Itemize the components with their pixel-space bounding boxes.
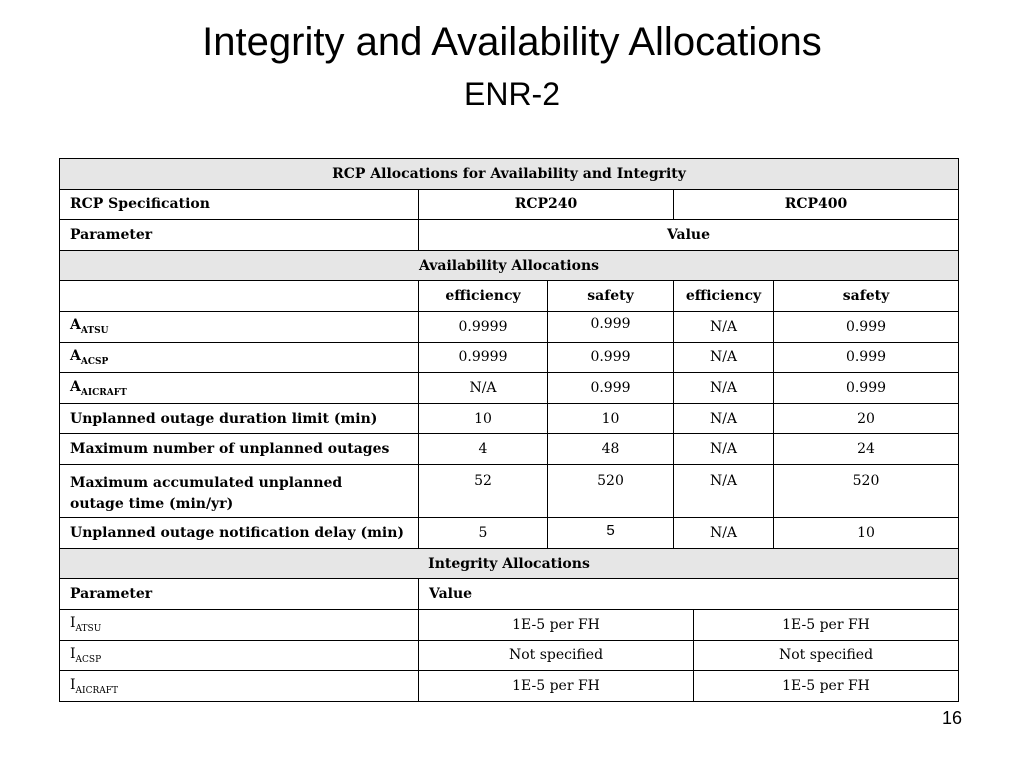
row-label-subscript: AICRAFT <box>80 387 127 398</box>
table-cell: N/A <box>674 342 774 373</box>
table-cell: 1E-5 per FH <box>694 609 959 640</box>
col-header: safety <box>548 281 674 312</box>
table-row <box>60 189 959 220</box>
table-cell: 0.999 <box>774 342 959 373</box>
availability-row-label <box>60 312 419 343</box>
table-row <box>60 579 959 610</box>
table-row <box>60 159 959 190</box>
table-cell: N/A <box>674 465 774 518</box>
table-row <box>60 403 959 434</box>
table-cell: 48 <box>548 434 674 465</box>
parameter-header: Parameter <box>60 220 419 251</box>
table-row <box>60 434 959 465</box>
rcp-allocation-table <box>59 158 959 702</box>
table-cell: 5 <box>548 518 674 549</box>
table-cell: 520 <box>548 465 674 518</box>
table-row <box>60 518 959 549</box>
table-row <box>60 609 959 640</box>
table-row <box>60 250 959 281</box>
row-label-main: A <box>70 378 81 395</box>
table-cell: 1E-5 per FH <box>419 609 694 640</box>
outage-row-label: Maximum accumulated unplanned outage time (min/yr) <box>60 465 419 518</box>
table-cell: 24 <box>774 434 959 465</box>
col-header: efficiency <box>674 281 774 312</box>
integrity-section-header: Integrity Allocations <box>60 548 959 579</box>
row-label-main: A <box>70 317 81 334</box>
table-row <box>60 671 959 702</box>
table-cell: Not specified <box>419 640 694 671</box>
row-label-main: I <box>70 676 76 693</box>
availability-section-header: Availability Allocations <box>60 250 959 281</box>
row-label-subscript: ATSU <box>80 326 109 337</box>
row-label-subscript: ATSU <box>75 624 102 635</box>
table-cell: 20 <box>774 403 959 434</box>
row-label-subscript: ACSP <box>75 654 102 665</box>
table-row <box>60 465 959 518</box>
table-cell: 1E-5 per FH <box>419 671 694 702</box>
table-cell: 4 <box>419 434 548 465</box>
page-number: 16 <box>941 708 962 728</box>
availability-row-label <box>60 373 419 404</box>
table-cell: 0.999 <box>548 373 674 404</box>
row-label-main: I <box>70 645 76 662</box>
spec-rcp400: RCP400 <box>674 189 959 220</box>
table-cell: 0.999 <box>548 342 674 373</box>
table-row <box>60 220 959 251</box>
table-cell: N/A <box>674 518 774 549</box>
table-cell: 0.9999 <box>419 342 548 373</box>
table-cell: 10 <box>419 403 548 434</box>
integrity-row-label <box>60 609 419 640</box>
outage-row-label: Unplanned outage duration limit (min) <box>60 403 419 434</box>
empty-cell <box>60 281 419 312</box>
table-cell: 1E-5 per FH <box>694 671 959 702</box>
col-header: efficiency <box>419 281 548 312</box>
table-row <box>60 373 959 404</box>
table-cell: 0.9999 <box>419 312 548 343</box>
table-cell: 10 <box>774 518 959 549</box>
slide-subtitle: ENR-2 <box>463 76 560 112</box>
integrity-row-label <box>60 671 419 702</box>
table-cell: 520 <box>774 465 959 518</box>
table-cell: 0.999 <box>774 373 959 404</box>
table-row <box>60 548 959 579</box>
integrity-row-label <box>60 640 419 671</box>
table-cell: 0.999 <box>774 312 959 343</box>
outage-row-label: Unplanned outage notification delay (min) <box>60 518 419 549</box>
table-cell: N/A <box>674 434 774 465</box>
row-label-subscript: AICRAFT <box>75 685 118 696</box>
table-cell: N/A <box>674 373 774 404</box>
table-cell: N/A <box>674 312 774 343</box>
row-label-main: A <box>70 347 81 364</box>
spec-rcp240: RCP240 <box>419 189 674 220</box>
table-row <box>60 312 959 343</box>
table-cell: 0.999 <box>548 312 674 343</box>
slide-title: Integrity and Availability Allocations <box>202 20 822 64</box>
integrity-parameter-header: Parameter <box>60 579 419 610</box>
table-cell: 5 <box>419 518 548 549</box>
table-cell: N/A <box>674 403 774 434</box>
table-row <box>60 640 959 671</box>
spec-label: RCP Specification <box>60 189 419 220</box>
table-cell: 52 <box>419 465 548 518</box>
integrity-value-header: Value <box>419 579 959 610</box>
value-header: Value <box>419 220 959 251</box>
col-header: safety <box>774 281 959 312</box>
availability-row-label <box>60 342 419 373</box>
row-label-subscript: ACSP <box>80 356 109 367</box>
table-cell: Not specified <box>694 640 959 671</box>
table-caption: RCP Allocations for Availability and Integrity <box>60 159 959 190</box>
table-cell: 10 <box>548 403 674 434</box>
row-label-main: I <box>70 615 76 632</box>
table-row <box>60 281 959 312</box>
table-row <box>60 342 959 373</box>
table-cell: N/A <box>419 373 548 404</box>
outage-row-label: Maximum number of unplanned outages <box>60 434 419 465</box>
